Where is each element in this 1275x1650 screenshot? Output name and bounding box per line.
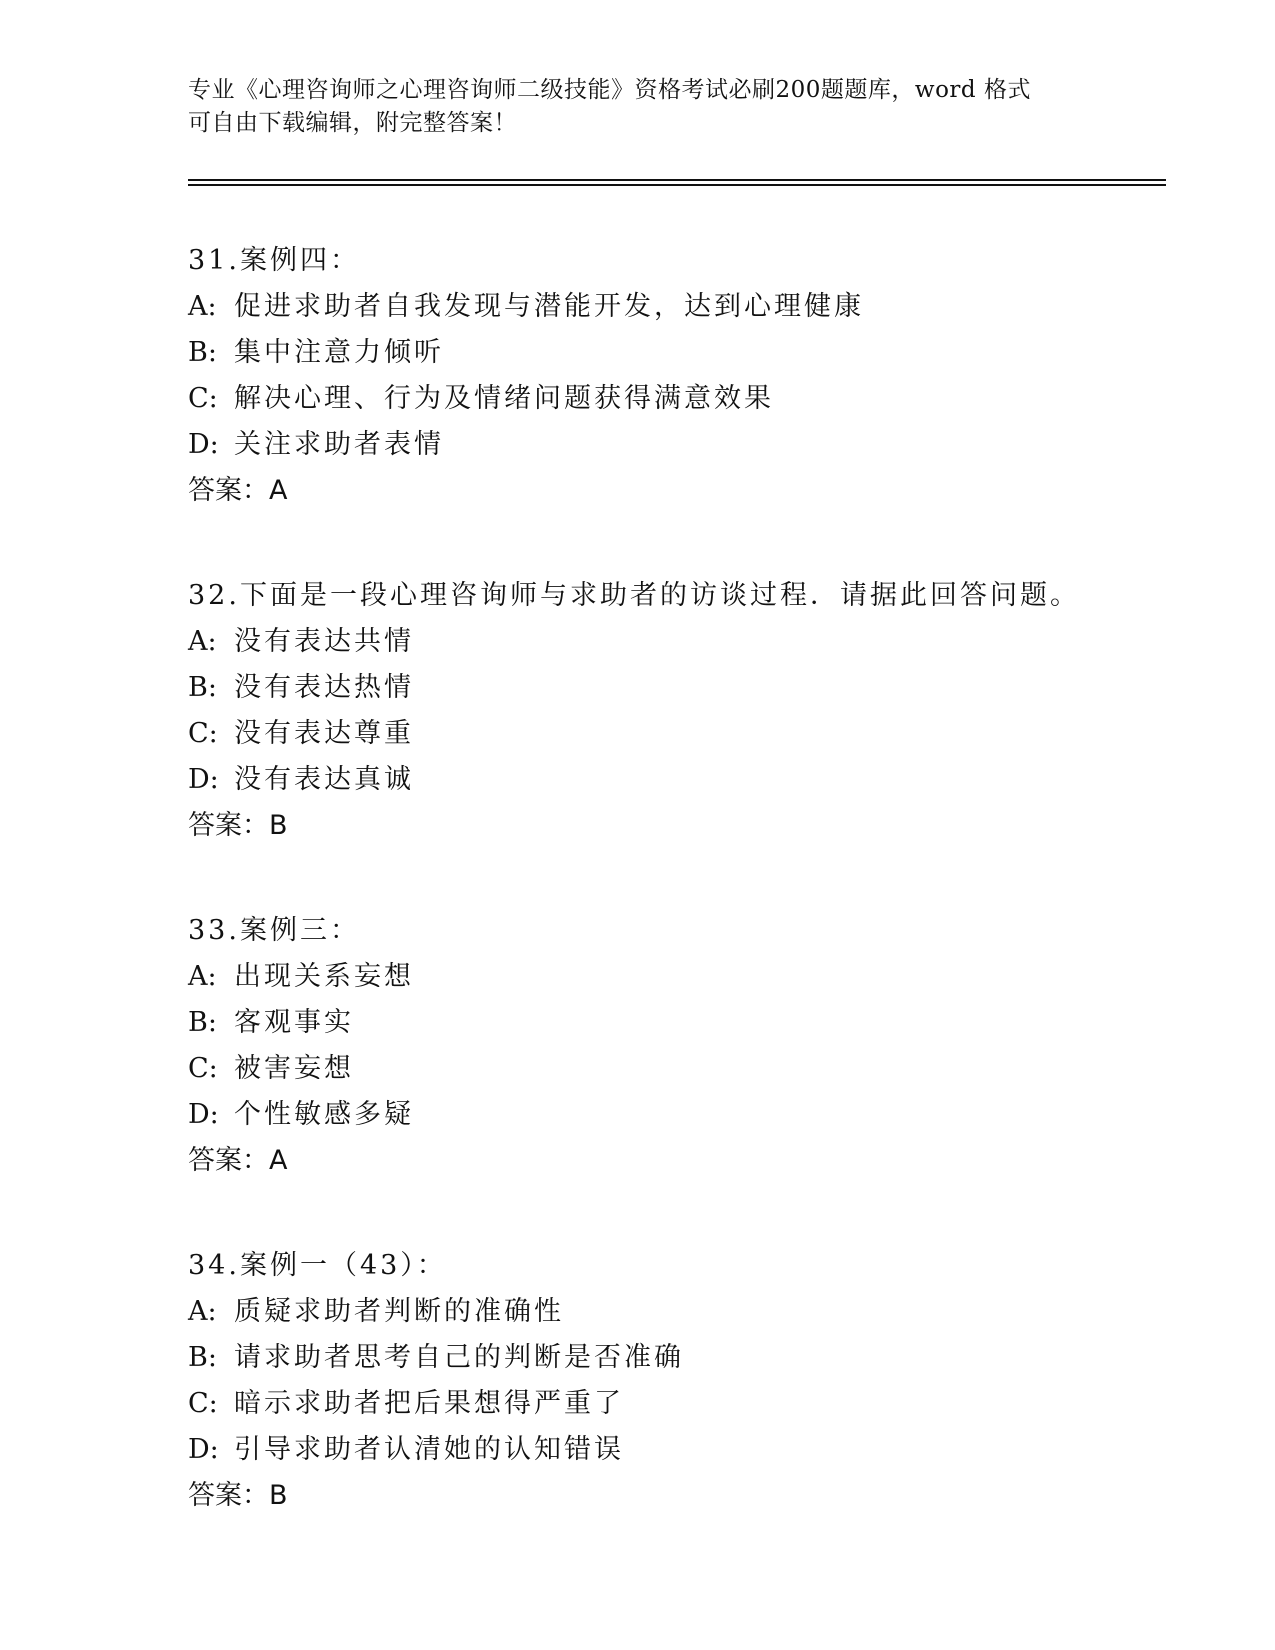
option-letter: B: bbox=[188, 672, 217, 703]
option-text: 没有表达尊重 bbox=[234, 718, 414, 749]
option-c bbox=[188, 1046, 1148, 1092]
option-letter: C: bbox=[188, 1388, 218, 1419]
option-text: 请求助者思考自己的判断是否准确 bbox=[234, 1342, 684, 1373]
option-b bbox=[188, 330, 1148, 376]
option-text: 没有表达真诚 bbox=[234, 764, 414, 795]
question-block bbox=[188, 573, 1148, 849]
option-d bbox=[188, 422, 1148, 468]
option-a bbox=[188, 954, 1148, 1000]
answer-line: 答案：B bbox=[188, 1480, 288, 1511]
option-text: 个性敏感多疑 bbox=[234, 1099, 414, 1130]
option-text: 出现关系妄想 bbox=[234, 961, 414, 992]
option-b bbox=[188, 1000, 1148, 1046]
option-text: 暗示求助者把后果想得严重了 bbox=[234, 1388, 624, 1419]
option-text: 引导求助者认清她的认知错误 bbox=[234, 1434, 624, 1465]
option-letter: A: bbox=[188, 626, 217, 657]
question-block bbox=[188, 1243, 1148, 1519]
question-stem: 34.案例一（43）： bbox=[188, 1250, 447, 1281]
option-text: 促进求助者自我发现与潜能开发，达到心理健康 bbox=[234, 291, 864, 322]
option-letter: D: bbox=[188, 1434, 219, 1465]
option-text: 客观事实 bbox=[234, 1007, 354, 1038]
option-letter: D: bbox=[188, 429, 219, 460]
option-a bbox=[188, 1289, 1148, 1335]
option-letter: C: bbox=[188, 383, 218, 414]
option-letter: D: bbox=[188, 764, 219, 795]
option-d bbox=[188, 757, 1148, 803]
option-text: 没有表达共情 bbox=[234, 626, 414, 657]
option-letter: B: bbox=[188, 337, 217, 368]
document-header bbox=[188, 74, 1088, 140]
option-letter: B: bbox=[188, 1007, 217, 1038]
answer-line: 答案：B bbox=[188, 810, 288, 841]
option-letter: A: bbox=[188, 291, 217, 322]
answer-line: 答案：A bbox=[188, 475, 288, 506]
header-line-2: 可自由下载编辑，附完整答案！ bbox=[188, 110, 517, 136]
option-text: 关注求助者表情 bbox=[234, 429, 444, 460]
answer-line: 答案：A bbox=[188, 1145, 288, 1176]
option-letter: C: bbox=[188, 1053, 218, 1084]
option-text: 集中注意力倾听 bbox=[234, 337, 444, 368]
option-c bbox=[188, 376, 1148, 422]
option-text: 没有表达热情 bbox=[234, 672, 414, 703]
option-b bbox=[188, 1335, 1148, 1381]
option-c bbox=[188, 1381, 1148, 1427]
question-list bbox=[188, 238, 1148, 1578]
header-divider-top bbox=[188, 179, 1166, 181]
option-letter: D: bbox=[188, 1099, 219, 1130]
option-c bbox=[188, 711, 1148, 757]
option-d bbox=[188, 1427, 1148, 1473]
option-letter: A: bbox=[188, 961, 217, 992]
header-line-1: 专业《心理咨询师之心理咨询师二级技能》资格考试必刷200题题库，word 格式 bbox=[188, 77, 1031, 103]
option-letter: A: bbox=[188, 1296, 217, 1327]
question-stem: 32.下面是一段心理咨询师与求助者的访谈过程．请据此回答问题。 bbox=[188, 580, 1080, 611]
option-text: 被害妄想 bbox=[234, 1053, 354, 1084]
option-b bbox=[188, 665, 1148, 711]
header-divider-bottom bbox=[188, 184, 1166, 186]
option-letter: B: bbox=[188, 1342, 217, 1373]
option-text: 质疑求助者判断的准确性 bbox=[234, 1296, 564, 1327]
option-letter: C: bbox=[188, 718, 218, 749]
question-block bbox=[188, 908, 1148, 1184]
question-stem: 31.案例四： bbox=[188, 245, 360, 276]
option-a bbox=[188, 284, 1148, 330]
question-block bbox=[188, 238, 1148, 514]
option-text: 解决心理、行为及情绪问题获得满意效果 bbox=[234, 383, 774, 414]
option-a bbox=[188, 619, 1148, 665]
option-d bbox=[188, 1092, 1148, 1138]
question-stem: 33.案例三： bbox=[188, 915, 360, 946]
